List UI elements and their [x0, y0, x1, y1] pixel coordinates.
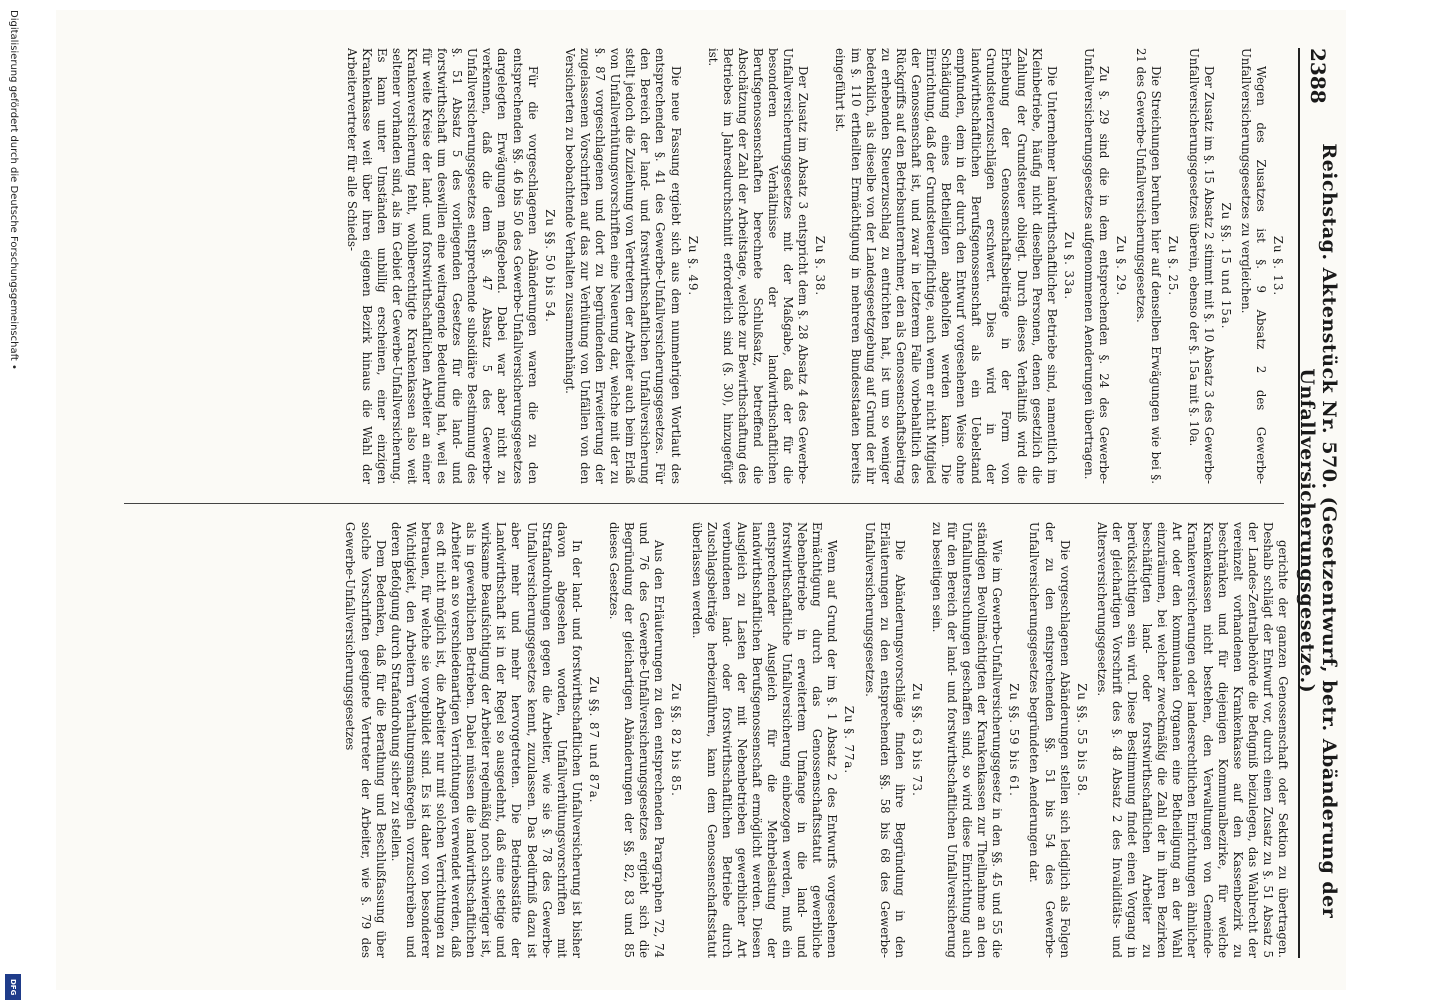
section-heading: Zu §. 25. [1166, 235, 1181, 297]
section-heading: Zu §§. 59 bis 61. [1007, 683, 1022, 797]
paragraph: Wegen des Zusatzes ist §. 9 Absatz 2 des Gewerbe-Unfallversicherungsgesetzes zu vergleichen. [1238, 48, 1268, 484]
paragraph: Die Streichungen beruhen hier auf denselben Erwägungen wie bei §. 21 des Gewerbe-Unfallversicherungsgesetzes. [1134, 48, 1164, 484]
paragraph: Die Abänderungsvorschläge finden ihre Begründung in den Erläuterungen zu den entsprechenden §§. 58 bis 68 des Gewerbe-Unfallversicherungsgesetzes. [862, 522, 907, 958]
section-heading: Zu §. 33a. [1061, 231, 1076, 301]
section-heading: Zu §§. 50 bis 54. [542, 209, 557, 323]
document-page [56, 10, 1346, 990]
section-heading: Zu §§. 87 und 87a. [586, 676, 601, 804]
paragraph: Zu §. 29 sind die in dem entsprechenden §. 24 des Gewerbe-Unfallversicherungsgesetzes aufgenommenen Aenderungen übertragen. [1081, 48, 1112, 484]
column-divider [124, 503, 1284, 504]
section-heading: Zu §§. 63 bis 73. [909, 683, 924, 797]
paragraph: Der Zusatz im Absatz 3 entspricht dem §. 28 Absatz 4 des Gewerbe-Unfallversicherungsgesetzes mit der Maßgabe, daß der für die besonderen Verhältnisse der landwirthschaftlichen Berufsgenossenschaften berechnete Schlußsatz, betreffend die Abschätzung der Zahl der Arbeitstage, welche zur Bewirthschaftung des Betriebes im Jahresdurchschnitt erforderlich sind (§. 30), hinzugefügt ist. [705, 48, 811, 484]
paragraph: Für die vorgeschlagenen Abänderungen waren die zu den entsprechenden §§. 46 bis 50 des Gewerbe-Unfallversicherungsgesetzes dargelegten Erwägungen maßgebend. Dabei war aber nicht zu verkennen, daß die dem §. 47 Absatz 5 des Gewerbe-Unfallversicherungsgesetzes entsprechende subsidiäre Bestimmung des §. 51 Absatz 5 des vorliegenden Gesetzes für die land- und forstwirthschaft um deswillen eine weitragende Bedeutung hat, weil es für weite Kreise der land- und forstwirthschaftlichen Arbeiter an einer Krankenversicherung fehlt, wohlberechtigte Krankenkassen also weit seltener vorhanden sind, als im Gebiet der Gewerbe-Unfallversicherung. Es kann unter Umständen unbillig erscheinen, einer einzigen Krankenkasse weit über ihren eigenen Bezirk hinaus die Wahl der Arbeitervertreter für alle Schieds- [344, 48, 540, 484]
paragraph: Die neue Fassung ergiebt sich aus dem nunmehrigen Wortlaut des entsprechenden §. 41 des Gewerbe-Unfallversicherungsgesetzes. Für den Bereich der land- und forstwirthschaftlichen Unfallversicherung stellt jedoch die Zuziehung von Vertretern der Arbeiter auch beim Erlaß von Unfallverhütungsvorschriften eine Neuerung dar, welche mit der zu §. 87 vorgeschlagenen und dort zu begründenden Erweiterung der zugelassenen Vorschriften auf das zur Verhütung von Unfällen von den Versicherten zu beobachtende Verhalten zusammenhängt. [562, 48, 683, 484]
page-title: Reichstag. Aktenstück Nr. 570. (Gesetzentwurf, betr. Abänderung der Unfallversicherungsgesetze.) [1296, 143, 1340, 919]
section-heading: Zu §§. 82 bis 85. [669, 683, 684, 797]
paragraph: Dem Bedenken, daß für die Berathung und Beschlußfassung über solche Vorschriften geeignete Vertreter der Arbeiter, wie §. 79 des Gewerbe-Unfallversicherungsgesetzes [343, 522, 388, 958]
paragraph: Aus den Erläuterungen zu den entsprechenden Paragraphen 72, 74 und 76 des Gewerbe-Unfallversicherungsgesetzes ergiebt sich die Begründung der gleichartigen Abänderungen der §§. 82, 83 und 85 dieses Gesetzes. [607, 522, 667, 958]
left-column [110, 48, 1290, 484]
paragraph: Der Zusatz im §. 15 Absatz 2 stimmt mit §. 10 Absatz 3 des Gewerbe-Unfallversicherungsgesetzes überein, ebenso der §. 15a mit §. 10a. [1186, 48, 1216, 484]
paragraph: gerichte der ganzen Genossenschaft oder Sektion zu übertragen. Deshalb schlägt der Entwurf vor, durch einen Zusatz zu §. 51 Absatz 5 der Landes-Zentralbehörde die Befugniß beizulegen, das Wahlrecht der vereinzelt vorhandenen Krankenkasse auf den Kassenbezirk zu beschränken und für diejenigen Kommunalbezirke, für welche Krankenkassen nicht bestehen, den Verwaltungen von Gemeinde-Krankenversicherungen oder landesrechtlichen Einrichtungen ähnlicher Art oder den kommunalen Organen eine Betheiligung an der Wahl einzuräumen, bei welcher zweckmäßig die Zahl der in ihren Bezirken beschäftigten land- oder forstwirthschaftlichen Arbeiter zu berücksichtigen sein wird. Diese Bestimmung findet einen Vorgang in der gleichartigen Vorschrift des §. 48 Absatz 2 des Invaliditäts- und Altersversicherungsgesetzes. [1094, 522, 1290, 958]
paragraph: In der land- und forstwirthschaftlichen Unfallversicherung ist bisher davon abgesehen worden, Unfallverhütungsvorschriften mit Strafandrohungen gegen die Arbeiter, wie sie §. 78 des Gewerbe-Unfallversicherungsgesetzes kennt, zuzulassen. Das Bedürfniß dazu ist aber mehr und mehr hervorgetreten. Die Betriebsstätte der Landwirthschaft ist in der Regel so ausgedehnt, daß eine stetige und wirksame Beaufsichtigung der Arbeiter regelmäßig noch schwieriger ist, als in gewerblichen Betrieben. Dabei müssen die landwirthschaftlichen Arbeiter an so verschiedenartigen Verrichtungen verwendet werden, daß es oft nicht möglich ist, die Arbeiter nur mit solchen Verrichtungen zu betrauen, für welche sie vorgebildet sind. Es ist daher von besonderer Wichtigkeit, den Arbeitern Verhaltungsmaßregeln vorzuschreiben und deren Befolgung durch Strafandrohung sicher zu stellen. [388, 522, 584, 958]
funding-note: Digitalisierung gefördert durch die Deutsche Forschungsgemeinschaft • [8, 10, 19, 370]
page-header [1296, 48, 1340, 958]
section-heading: Zu §. 29. [1114, 235, 1129, 297]
section-heading: Zu §. 49. [685, 235, 700, 297]
paragraph: Wenn auf Grund der im §. 1 Absatz 2 des Entwurfs vorgesehenen Ermächtigung durch das Genossenschaftsstatut gewerbliche Nebenbetriebe in erweitertem Umfange in die land- und forstwirthschaftliche Unfallversicherung einbezogen werden, muß ein entsprechender Ausgleich für die Mehrbelastung der landwirthschaftlichen Berufsgenossenschaft ermöglicht werden. Diesen Ausgleich zu Lasten der mit Nebenbetrieben gewerblicher Art verbundenen land- oder forstwirthschaftlichen Betriebe durch Zuschlagsbeiträge herbeizuführen, kann dem Genossenschaftsstatut überlassen werden. [689, 522, 840, 958]
section-heading: Zu §. 77a. [842, 705, 857, 775]
dfg-logo: DFG [5, 974, 21, 1000]
paragraph: Die Unternehmer landwirthschaftlicher Betriebe sind, namentlich im Kleinbetriebe, häufig nicht dieselben Personen, denen gesetzlich die Zahlung der Grundsteuer obliegt. Durch dieses Verhältniß wird die Erhebung der Genossenschaftsbeiträge in der Form von Grundsteuerzuschlägen erschwert. Dies wird in der landwirthschaftlichen Berufsgenossenschaft als ein Uebelstand empfunden, dem in der durch den Entwurf vorgesehenen Weise ohne Schädigung eines Betheiligten abgeholfen werden kann. Die Einrichtung, daß der Grundsteuerpflichtige, auch wenn er nicht Mitglied der Genossenschaft ist, und zwar in letzterem Falle vorbehaltlich des Rückgriffs auf den Betriebsunternehmer, den als Genossenschaftsbeitrag zu erhebenden Steuerzuschlag zu entrichten hat, ist um so weniger bedenklich, als dieselbe von der Landesgesetzgebung auf Grund der ihr im §. 110 ertheilten Ermächtigung in mehreren Bundesstaaten bereits eingeführt ist. [833, 48, 1059, 484]
right-column [110, 522, 1290, 958]
section-heading: Zu §§. 55 bis 58. [1074, 683, 1089, 797]
section-heading: Zu §§. 15 und 15a. [1218, 202, 1233, 330]
section-heading: Zu §. 13. [1271, 235, 1285, 297]
footer-strip [2, 10, 24, 996]
section-heading: Zu §. 38. [813, 235, 828, 297]
page-number: 2388 [1306, 48, 1330, 104]
paragraph: Wie im Gewerbe-Unfallversicherungsgesetz in den §§. 45 und 55 die ständigen Bevollmächtigten der Krankenkassen zur Theilnahme an den Unfalluntersuchungen geschaffen sind, so wird diese Einrichtung auch für den Bereich der land- und forstwirthschaftlichen Unfallversicherung zu beseitigen sein. [929, 522, 1005, 958]
paragraph: Die vorgeschlagenen Abänderungen stellen sich lediglich als Folgen der zu den entsprechenden §§. 51 bis 54 des Gewerbe-Unfallversicherungsgesetzes begründeten Aenderungen dar. [1027, 522, 1072, 958]
